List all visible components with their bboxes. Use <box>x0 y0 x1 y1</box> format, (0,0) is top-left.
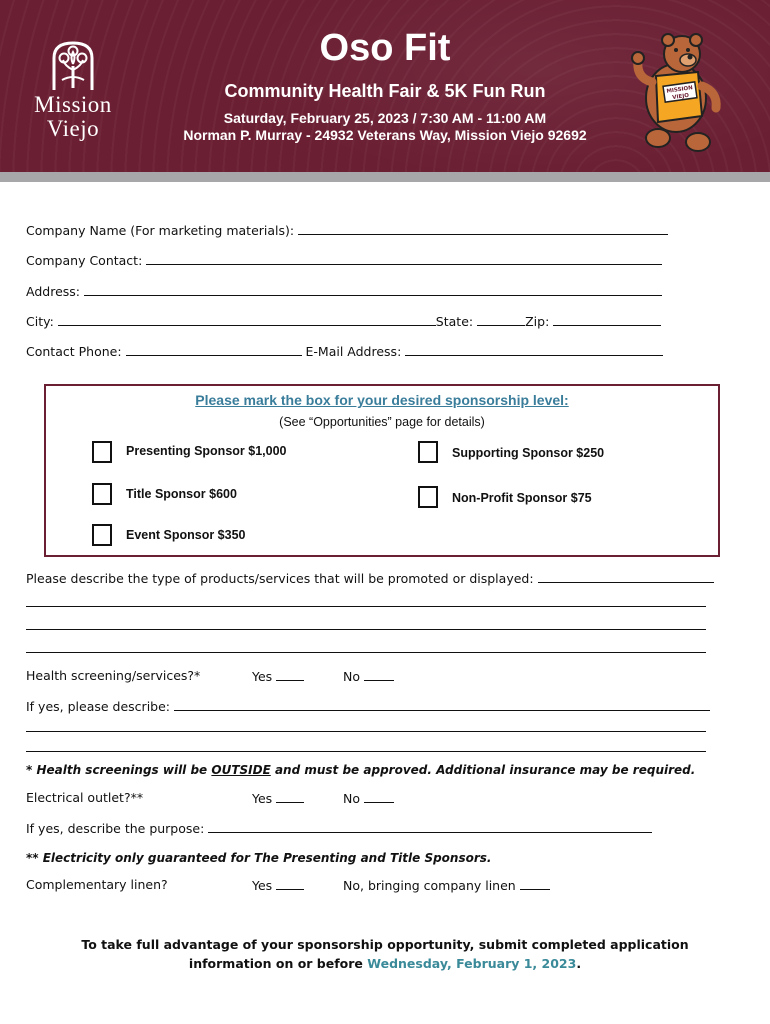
health-row <box>26 668 200 684</box>
health-note-post: and must be approved. Additional insurance may be required. <box>270 763 696 777</box>
products-line-2[interactable] <box>26 606 706 607</box>
event-date: Saturday, February 25, 2023 / 7:30 AM - 11:00 AM <box>223 110 547 126</box>
linen-no-label: No, bringing company linen <box>343 878 516 893</box>
electrical-no <box>343 790 394 807</box>
linen-no-field[interactable] <box>520 877 550 890</box>
phone-email-row <box>26 343 663 360</box>
health-describe-line-3[interactable] <box>26 751 706 752</box>
title-sponsor-label: Title Sponsor $600 <box>126 487 237 501</box>
logo-text-viejo: Viejo <box>46 116 100 141</box>
health-note-pre: * Health screenings will be <box>26 763 212 777</box>
company-contact-label: Company Contact: <box>26 253 143 268</box>
company-contact-field[interactable] <box>146 252 662 265</box>
deadline-date: Wednesday, February 1, 2023 <box>367 956 577 971</box>
electrical-purpose-field[interactable] <box>208 820 652 833</box>
footer-line-2 <box>60 954 710 973</box>
health-describe-row <box>26 698 710 715</box>
health-describe-line-2[interactable] <box>26 731 706 732</box>
products-line-4[interactable] <box>26 652 706 653</box>
health-yes <box>252 668 304 685</box>
header-divider-strip <box>0 172 770 182</box>
health-note <box>26 763 695 777</box>
health-no-label: No <box>343 669 360 684</box>
non-profit-sponsor-label: Non-Profit Sponsor $75 <box>452 491 592 505</box>
health-yes-label: Yes <box>252 669 273 684</box>
linen-yes-field[interactable] <box>276 877 304 890</box>
health-yes-field[interactable] <box>276 668 304 681</box>
submission-deadline-note <box>60 935 710 973</box>
linen-yes <box>252 877 304 894</box>
tree-arch-logo-icon <box>50 40 96 92</box>
footer-line-2-pre: information on or before <box>188 956 368 971</box>
company-contact-row <box>26 252 662 269</box>
electrical-no-label: No <box>343 791 360 806</box>
mascot-shirt-text-2: VIEJO <box>671 92 690 102</box>
electrical-row <box>26 790 143 806</box>
address-field[interactable] <box>84 283 662 296</box>
sponsorship-title: Please mark the box for your desired sponsorship level: <box>195 392 569 408</box>
health-no <box>343 668 394 685</box>
linen-row <box>26 877 168 893</box>
electrical-purpose-row <box>26 820 652 837</box>
address-label: Address: <box>26 284 80 299</box>
electrical-label: Electrical outlet?** <box>26 790 144 805</box>
company-name-field[interactable] <box>298 222 668 235</box>
company-name-label: Company Name (For marketing materials): <box>26 223 295 238</box>
health-no-field[interactable] <box>364 668 394 681</box>
header-banner <box>0 0 770 172</box>
state-label: State: <box>435 314 474 329</box>
zip-field[interactable] <box>553 313 661 326</box>
address-row <box>26 283 662 300</box>
supporting-sponsor-label: Supporting Sponsor $250 <box>452 446 605 460</box>
event-address: Norman P. Murray - 24932 Veterans Way, Mission Viejo 92692 <box>183 127 587 143</box>
phone-label: Contact Phone: <box>26 344 122 359</box>
electrical-yes <box>252 790 304 807</box>
electricity-note: ** Electricity only guaranteed for The Presenting and Title Sponsors. <box>26 851 492 865</box>
event-subtitle: Community Health Fair & 5K Fun Run <box>224 81 546 101</box>
health-describe-label: If yes, please describe: <box>26 699 171 714</box>
products-label: Please describe the type of products/services that will be promoted or displayed: <box>26 571 534 586</box>
products-row <box>26 570 714 587</box>
electrical-no-field[interactable] <box>364 790 394 803</box>
electrical-purpose-label: If yes, describe the purpose: <box>26 821 205 836</box>
non-profit-sponsor-checkbox[interactable] <box>418 486 438 508</box>
footer-line-1: To take full advantage of your sponsorship opportunity, submit completed application <box>81 937 689 952</box>
products-field[interactable] <box>538 570 714 583</box>
mascot-shirt-text-1: MISSION <box>666 85 694 95</box>
company-name-row <box>26 222 668 239</box>
health-label: Health screening/services?* <box>26 668 201 683</box>
event-sponsor-label: Event Sponsor $350 <box>126 528 246 542</box>
electrical-yes-label: Yes <box>252 791 273 806</box>
products-line-3[interactable] <box>26 629 706 630</box>
city-field[interactable] <box>58 313 436 326</box>
health-describe-field[interactable] <box>174 698 710 711</box>
presenting-sponsor-checkbox[interactable] <box>92 441 112 463</box>
linen-yes-label: Yes <box>252 878 273 893</box>
zip-label: Zip: <box>525 314 550 329</box>
phone-field[interactable] <box>126 343 302 356</box>
city-label: City: <box>26 314 54 329</box>
bear-runner-mascot-icon <box>628 30 724 158</box>
page-title: Oso Fit <box>319 27 451 69</box>
sponsorship-level-box <box>44 384 720 557</box>
sponsorship-subtitle: (See “Opportunities” page for details) <box>279 415 485 429</box>
supporting-sponsor-checkbox[interactable] <box>418 441 438 463</box>
mission-viejo-logo <box>18 40 128 150</box>
health-note-outside: OUTSIDE <box>211 763 271 777</box>
email-label: E-Mail Address: <box>305 344 402 359</box>
state-field[interactable] <box>477 313 525 326</box>
electrical-yes-field[interactable] <box>276 790 304 803</box>
email-field[interactable] <box>405 343 663 356</box>
title-sponsor-checkbox[interactable] <box>92 483 112 505</box>
linen-no <box>343 877 550 894</box>
event-sponsor-checkbox[interactable] <box>92 524 112 546</box>
logo-text-mission: Mission <box>34 92 112 117</box>
footer-line-2-post: . <box>576 956 582 971</box>
city-state-zip-row <box>26 313 661 330</box>
linen-label: Complementary linen? <box>26 877 168 892</box>
presenting-sponsor-label: Presenting Sponsor $1,000 <box>126 444 287 458</box>
